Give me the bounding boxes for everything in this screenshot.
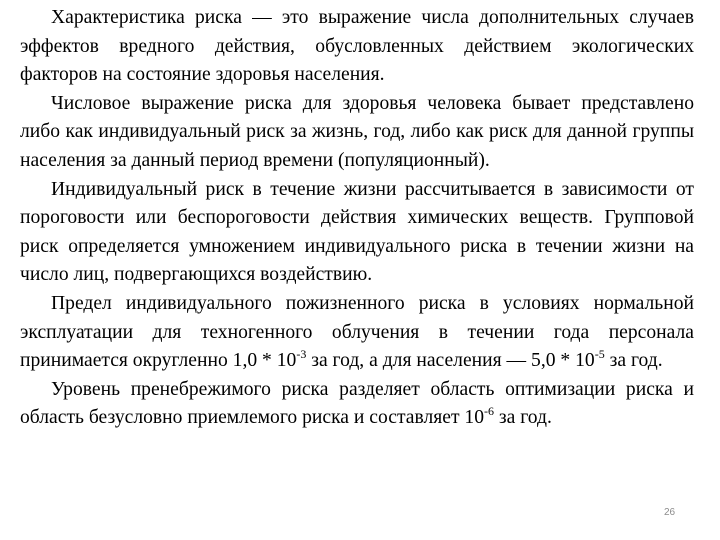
negligible-risk-exponent: -6 (484, 403, 494, 418)
negligible-risk-text-1: Уровень пренебрежимого риска разделяет область оптимизации риска и область безусловно приемлемого риска и составляет 10 (20, 378, 694, 429)
paragraph-individual-risk: Индивидуальный риск в течение жизни рассчитывается в зависимости от пороговости или беспороговости действия химических веществ. Групповой риск определяется умножением индивидуального риска в течении жизни на число лиц, подвергающихся воздействию. (20, 178, 694, 286)
paragraph-risk-characteristic: Характеристика риска — это выражение числа дополнительных случаев эффектов вредного действия, обусловленных действием экологических факторов на состояние здоровья населения. (20, 7, 694, 86)
page-number: 26 (664, 507, 676, 518)
negligible-risk-text-2: за год. (494, 407, 552, 429)
risk-limit-exponent-2: -5 (594, 346, 605, 361)
paragraph-negligible-risk (20, 376, 694, 433)
paragraph-risk-limit (20, 290, 694, 376)
risk-limit-text-1: Предел индивидуального пожизненного риска в условиях нормальной эксплуатации для техногенного облучения в течении года персонала принимается округленно 1,0 * 10 (20, 292, 694, 372)
risk-limit-exponent-1: -3 (296, 346, 307, 361)
risk-limit-text-2: за год, а для населения — 5,0 * 10 (306, 350, 595, 372)
slide-body-text (20, 4, 694, 433)
risk-limit-text-3: за год. (604, 350, 663, 372)
paragraph-numeric-expression: Числовое выражение риска для здоровья человека бывает представлено либо как индивидуальный риск за жизнь, год, либо как риск для данной группы населения за данный период времени (популяционный). (20, 92, 694, 171)
